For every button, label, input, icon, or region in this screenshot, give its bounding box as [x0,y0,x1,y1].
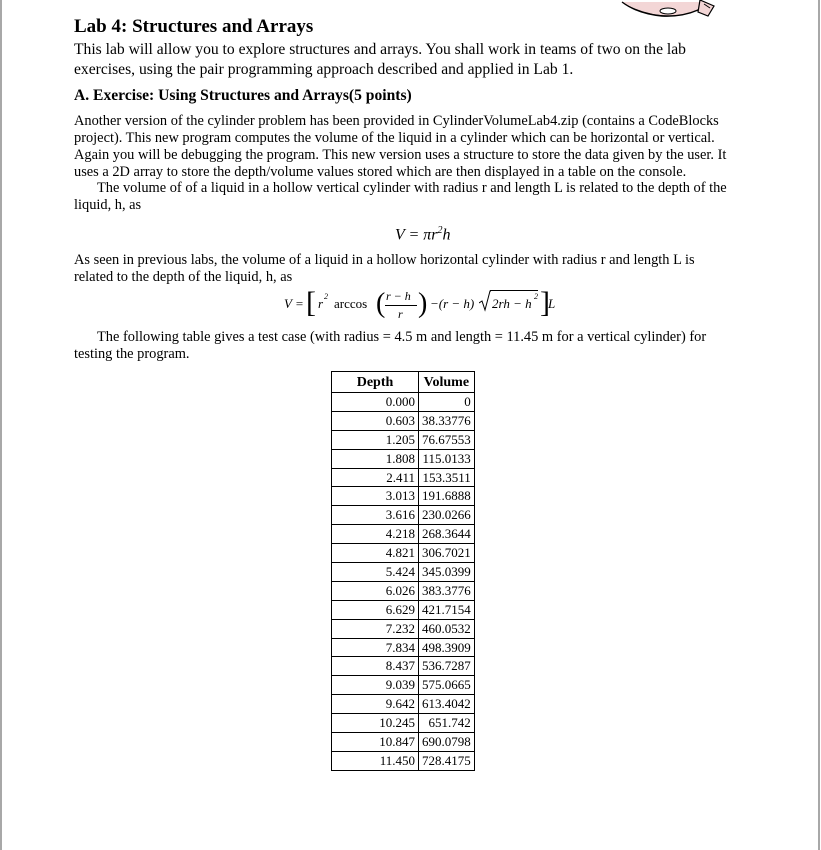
para2-line-2: liquid, h, as [74,197,142,213]
section-heading: A. Exercise: Using Structures and Arrays(5 points) [74,87,412,104]
vertical-volume-formula [395,225,451,244]
para1-line-1: Another version of the cylinder problem has been provided in CylinderVolumeLab4.zip (contains a CodeBlocks [74,113,719,129]
table-row [332,695,475,714]
table-row [332,563,475,582]
table-row [332,449,475,468]
page-left-border [0,0,2,850]
sqrt-overline [490,290,538,291]
table-row [332,430,475,449]
depth-cell: 3.616 [332,506,419,525]
depth-cell: 7.834 [332,638,419,657]
volume-cell: 38.33776 [419,411,475,430]
table-row [332,619,475,638]
right-paren: ) [418,288,428,319]
depth-cell: 1.808 [332,449,419,468]
depth-cell: 1.205 [332,430,419,449]
para1-line-3: Again you will be debugging the program. This new version uses a structure to store the data given by the user. It [74,147,727,163]
table-row [332,676,475,695]
fraction-numerator: r − h [386,289,411,303]
depth-cell: 11.450 [332,751,419,770]
clipart-icon [618,0,718,24]
depth-cell: 6.026 [332,581,419,600]
para1-line-4: uses a 2D array to store the depth/volume values stored which are then displayed in a table on the console. [74,164,687,180]
volume-cell: 575.0665 [419,676,475,695]
para2-line-1: The volume of of a liquid in a hollow vertical cylinder with radius r and length L is related to the depth of the [97,180,727,196]
vertical-formula-tail: h [442,226,451,244]
depth-cell: 10.245 [332,714,419,733]
horizontal-volume-formula [284,284,554,326]
para4-line-2: testing the program. [74,346,190,362]
table-row [332,487,475,506]
left-paren: ( [376,288,386,319]
depth-cell: 5.424 [332,563,419,582]
page-right-border [818,0,820,850]
volume-cell: 0 [419,393,475,412]
table-row [332,544,475,563]
horizontal-formula-r: r [318,296,324,311]
depth-cell: 3.013 [332,487,419,506]
table-header-row [332,372,475,393]
table-row [332,393,475,412]
volume-cell: 76.67553 [419,430,475,449]
volume-cell: 306.7021 [419,544,475,563]
depth-cell: 0.000 [332,393,419,412]
depth-cell: 0.603 [332,411,419,430]
volume-cell: 690.0798 [419,733,475,752]
para1-line-2: project). This new program computes the volume of the liquid in a cylinder which can be horizontal or vertical. [74,130,715,146]
volume-cell: 230.0266 [419,506,475,525]
table-row [332,657,475,676]
depth-cell: 10.847 [332,733,419,752]
volume-cell: 191.6888 [419,487,475,506]
vertical-formula-lhs: V = πr [395,226,438,244]
fraction-bar [385,305,417,306]
depth-cell: 6.629 [332,600,419,619]
para4-line-1: The following table gives a test case (with radius = 4.5 m and length = 11.45 m for a vertical cylinder) for [97,329,707,345]
volume-cell: 536.7287 [419,657,475,676]
length-symbol: L [548,296,556,311]
depth-cell: 7.232 [332,619,419,638]
volume-cell: 345.0399 [419,563,475,582]
table-row [332,638,475,657]
volume-cell: 421.7154 [419,600,475,619]
depth-cell: 9.039 [332,676,419,695]
minus-term: −(r − h) [430,296,475,311]
depth-cell: 9.642 [332,695,419,714]
table-row [332,581,475,600]
table-row [332,751,475,770]
right-bracket: ] [540,286,550,319]
volume-cell: 651.742 [419,714,475,733]
sqrt-body: 2rh − h [492,296,532,311]
intro-line-1: This lab will allow you to explore structures and arrays. You shall work in teams of two on the lab [74,41,686,58]
para3-line-1: As seen in previous labs, the volume of a liquid in a hollow horizontal cylinder with radius r and length L is [74,252,695,268]
horizontal-formula-lhs: V = [284,296,304,311]
volume-cell: 268.3644 [419,525,475,544]
arccos-label: arccos [334,296,368,311]
volume-cell: 115.0133 [419,449,475,468]
volume-cell: 383.3776 [419,581,475,600]
depth-cell: 4.821 [332,544,419,563]
table-row [332,506,475,525]
depth-volume-table [331,371,475,771]
volume-header: Volume [419,372,475,393]
square-root-icon [479,290,491,312]
depth-cell: 8.437 [332,657,419,676]
table-row [332,600,475,619]
fraction-denominator: r [398,307,403,321]
page-title: Lab 4: Structures and Arrays [74,16,314,37]
table-body [332,393,475,771]
volume-cell: 728.4175 [419,751,475,770]
volume-cell: 460.0532 [419,619,475,638]
para3-line-2: related to the depth of the liquid, h, as [74,269,293,285]
table-row [332,733,475,752]
volume-cell: 498.3909 [419,638,475,657]
intro-line-2: exercises, using the pair programming approach described and applied in Lab 1. [74,61,574,78]
depth-cell: 4.218 [332,525,419,544]
volume-cell: 613.4042 [419,695,475,714]
left-bracket: [ [306,286,316,319]
table-row [332,714,475,733]
depth-cell: 2.411 [332,468,419,487]
table-row [332,525,475,544]
sqrt-exponent: 2 [534,292,538,301]
depth-header: Depth [332,372,419,393]
volume-cell: 153.3511 [419,468,475,487]
horizontal-formula-r-exponent: 2 [324,292,328,301]
table-row [332,411,475,430]
table-row [332,468,475,487]
vertical-formula-exponent: 2 [437,225,443,236]
